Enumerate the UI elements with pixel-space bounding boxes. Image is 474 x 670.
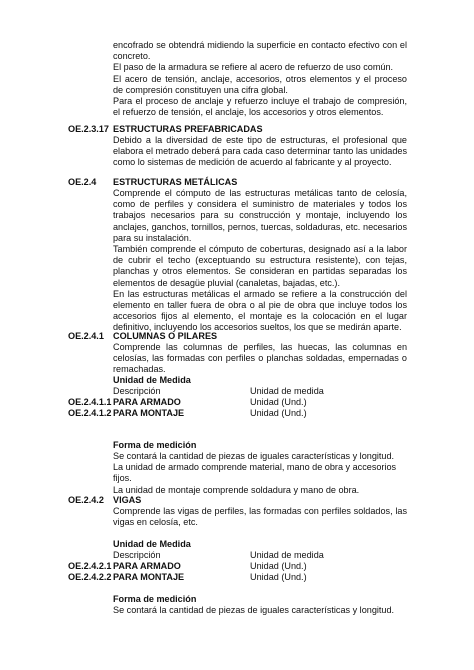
intro-line: El acero de tensión, anclaje, accesorios, otros elementos y el proceso de compresión constituyen una cifra global. <box>113 73 407 95</box>
paragraph: Debido a la diversidad de este tipo de estructuras, el profesional que elabora el metrado deberá para cada caso determinar tanto las unidades como lo sistemas de medición de acuerdo al fabricante y al proyecto. <box>113 135 407 168</box>
section-body <box>113 342 407 376</box>
forma-text <box>113 451 413 496</box>
section-code: OE.2.3.17 <box>68 124 109 134</box>
intro-line: Para el proceso de anclaje y refuerzo incluye el trabajo de compresión, el refuerzo de tensión, el anclaje, los accesorios y otros elementos. <box>113 96 407 118</box>
unit-label: Unidad de medida <box>250 386 324 396</box>
intro-line: encofrado se obtendrá midiendo la superficie en contacto efectivo con el concreto. <box>113 40 407 62</box>
section-code: OE.2.4.2 <box>68 495 104 505</box>
forma-line: La unidad de montaje comprende soldadura y mano de obra. <box>113 484 360 495</box>
section-title: ESTRUCTURAS METÁLICAS <box>113 177 238 187</box>
item-name: PARA ARMADO <box>113 397 181 407</box>
forma-text <box>113 605 413 616</box>
section-body <box>113 506 407 528</box>
item-code: OE.2.4.2.1 <box>68 561 112 571</box>
section-title: COLUMNAS O PILARES <box>113 331 218 341</box>
forma-heading: Forma de medición <box>113 594 197 604</box>
item-unit: Unidad (Und.) <box>250 561 307 571</box>
forma-line: Se contará la cantidad de piezas de iguales características y longitud. <box>113 451 395 461</box>
unit-heading: Unidad de Medida <box>113 539 191 549</box>
section-code: OE.2.4 <box>68 177 97 187</box>
section-body <box>113 188 407 334</box>
item-code: OE.2.4.2.2 <box>68 572 112 582</box>
section-title: VIGAS <box>113 495 142 505</box>
unit-heading: Unidad de Medida <box>113 375 191 385</box>
item-name: PARA MONTAJE <box>113 572 185 582</box>
item-unit: Unidad (Und.) <box>250 408 307 418</box>
paragraph: También comprende el cómputo de coberturas, designado así a la labor de cubrir el techo (exceptuando su estructura resistente), con tejas, planchas y otros elementos. Se consideran en partidas separadas los elementos de desagüe pluvial (canaletas, bajadas, etc.). <box>113 244 407 288</box>
paragraph: En las estructuras metálicas el armado se refiere a la construcción del elemento en taller fuera de obra o al pie de obra que incluye todos los accesorios fijos al elemento, el montaje es la colocación en el lugar definitivo, incluyendo los accesorios sueltos, los que se medirán aparte. <box>113 288 407 333</box>
intro-text <box>113 40 407 118</box>
forma-line: La unidad de armado comprende material, mano de obra y accesorios fijos. <box>113 462 397 484</box>
section-title: ESTRUCTURAS PREFABRICADAS <box>113 124 263 134</box>
description-label: Descripción <box>113 550 161 560</box>
unit-label: Unidad de medida <box>250 550 324 560</box>
item-name: PARA MONTAJE <box>113 408 185 418</box>
item-code: OE.2.4.1.2 <box>68 408 112 418</box>
intro-line: El paso de la armadura se refiere al acero de refuerzo de uso común. <box>113 62 394 73</box>
paragraph: Comprende el cómputo de las estructuras metálicas tanto de celosía, como de perfiles y considera el suministro de materiales y todos los trabajos necesarios para su construcción y montaje, incluyendo los anclajes, ganchos, tornillos, pernos, tuercas, soldaduras, etc. necesarios para su instalación. <box>113 188 407 243</box>
description-label: Descripción <box>113 386 161 396</box>
item-unit: Unidad (Und.) <box>250 572 307 582</box>
section-body <box>113 135 407 169</box>
section-code: OE.2.4.1 <box>68 331 104 341</box>
item-name: PARA ARMADO <box>113 561 181 571</box>
paragraph: Comprende las vigas de perfiles, las formadas con perfiles soldados, las vigas en celosía, etc. <box>113 506 407 528</box>
item-code: OE.2.4.1.1 <box>68 397 112 407</box>
item-unit: Unidad (Und.) <box>250 397 307 407</box>
forma-heading: Forma de medición <box>113 440 197 450</box>
forma-line: Se contará la cantidad de piezas de iguales características y longitud. <box>113 605 395 615</box>
paragraph: Comprende las columnas de perfiles, las huecas, las columnas en celosías, las formadas con perfiles o planchas soldadas, empernadas o remachadas. <box>113 342 407 375</box>
